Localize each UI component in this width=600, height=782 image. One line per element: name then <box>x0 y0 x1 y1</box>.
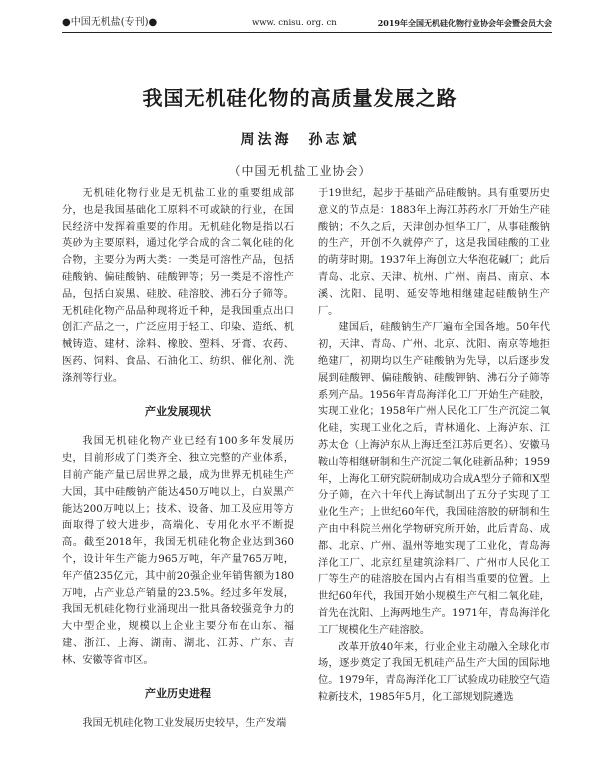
journal-url[interactable]: www. cnisu. org. cn <box>252 18 337 28</box>
history-paragraph-start: 我国无机硅化物工业发展历史较早，生产发端 <box>82 718 287 730</box>
post-founding-paragraph: 建国后，硅酸钠生产厂遍布全国各地。50年代初，天津、青岛、广州、北京、沈阳、南京等地拒绝建厂，初期均以生产硅酸钠为先导，以后逐步发展到硅酸钾、偏硅酸钠、硅酸钾钠、沸石分子筛等系列产品。1956年青岛海洋化工厂开始生产硅胶，实现工业化；1958年广州人民化工厂生产沉淀二氧化硅，实现工业化之后，青林通化、上海泸东、江苏太仓（上海泸东从上海迁至江苏后更名）、安徽马鞍山等相继研制和生产沉淀二氧化硅新品种；1959年，上海化工研究院研制成功合成A型分子筛和X型分子筛，在六十年代上海试制出了五分子实现了工业化生产；上世纪60年代，我国硅溶胶的研制和生产由中科院兰州化学物研究所开始，此后青岛、成都、北京、广州、温州等地实现了工业化，青岛海洋化工厂、北京红星建筑涂料厂、广州市人民化工厂等生产的硅溶胶在国内占有相当重要的位置。上世纪60年代，我国开始小规模生产气相二氧化硅，首先在沈阳、上海两地生产。1971年，青岛海洋化工厂规模化生产硅溶胶。 <box>318 322 550 636</box>
reform-era-paragraph: 改革开放40年来，行业企业主动融入全球化市场，逐步奠定了我国无机硅产品生产大国的国际地位。1979年，青岛海洋化工厂试验成功硅胶空气造粒新技术，1985年5月，化工部规划院遴选 <box>318 641 550 703</box>
intro-paragraph: 无机硅化物行业是无机盐工业的重要组成部分，也是我国基础化工原料不可或缺的行业，在国民经济中发挥着重要的作用。无机硅化物是指以石英砂为主要原料，通过化学合成的含二氧化硅的化合物，主要分为两大类：一类是可溶性产品，包括硅酸钠、偏硅酸钠、硅酸钾等；另一类是不溶性产品，包括白炭黑、硅胶、硅溶胶、沸石分子筛等。无机硅化物产品品种现将近千种，是我国重点出口创汇产品之一，广泛应用于轻工、印染、造纸、机械铸造、建材、涂料、橡胶、塑料、牙膏、农药、医药、饲料、食品、石油化工、纺织、催化剂、洗涤剂等行业。 <box>62 188 294 384</box>
journal-name: ●中国无机盐(专刊)● <box>62 17 158 28</box>
current-status-paragraph: 我国无机硅化物产业已经有100多年发展历史，目前形成了门类齐全、独立完整的产业体系，目前产能产量已居世界之最，成为世界无机硅生产大国，其中硅酸钠产能达450万吨以上，白炭黑产能达200万吨以上；技术、设备、加工及应用等方面取得了较大进步，高端化、专用化水平不断提高。截至2018年，我国无机硅化物企业达到360个，设计年生产能力965万吨，年产量765万吨，年产值235亿元，其中前20强企业年销售额为180万吨，占产业总产销量的23.5%。经过多年发展，我国无机硅化物行业涌现出一批具备较强竞争力的大中型企业，规模以上企业主要分布在山东、福建、浙江、上海、湖南、湖北、江苏、广东、吉林、安徽等省市区。 <box>62 436 294 666</box>
left-column <box>62 186 294 733</box>
conference-name: 2019年全国无机硅化物行业协会年会暨会员大会 <box>377 18 552 28</box>
running-header <box>62 14 552 33</box>
section-heading-current-status: 产业发展现状 <box>145 404 211 418</box>
author-affiliation: （中国无机盐工业协会） <box>228 164 372 178</box>
article-authors: 周法海 孙志斌 <box>240 132 360 148</box>
history-paragraph-continued: 于19世纪，起步于基础产品硅酸钠。具有重要历史意义的节点是：1883年上海江苏药水厂开始生产硅酸钠；不久之后，天津创办恒华工厂，从事硅酸钠的生产，开创不久就停产了，这是我国硅酸的工业的萌芽时期。1937年上海创立大华泡花碱厂；此后青岛、北京、天津、杭州、广州、南昌、南京、本溪、沈阳、昆明、延安等地相继建起硅酸钠生产厂。 <box>318 188 550 317</box>
article-title: 我国无机硅化物的高质量发展之路 <box>142 86 458 110</box>
right-column <box>318 186 550 707</box>
section-heading-history: 产业历史进程 <box>145 686 211 700</box>
